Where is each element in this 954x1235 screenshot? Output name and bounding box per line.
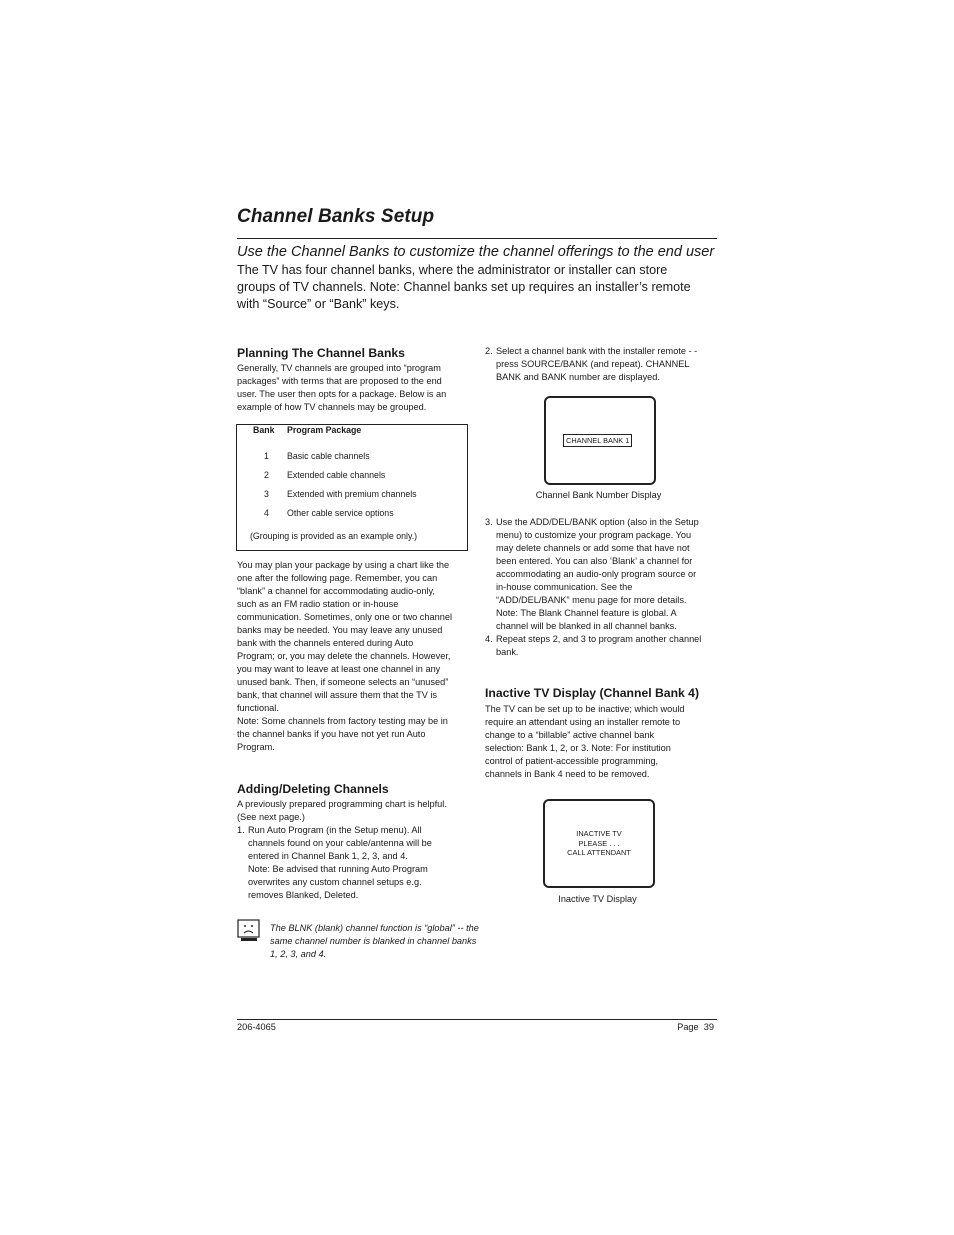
intro-text: The TV has four channel banks, where the administrator or installer can store groups of TV channels. Note: Channel banks set up requires an installer’s remote with “Source” or “Bank” keys. [237, 263, 691, 311]
title-rule [237, 238, 717, 239]
inactive-screen-text [545, 829, 653, 858]
step-number: 2. [485, 346, 493, 356]
planning-body-text: Generally, TV channels are grouped into “program packages” with terms that are proposed to the end user. The user then opts for a package. Below is an example of how TV channels may be grouped. [237, 363, 447, 412]
inactive-tv-display [543, 799, 655, 888]
table-row-bank: 1 [264, 451, 269, 461]
step-2-text: Select a channel bank with the installer remote - - press SOURCE/BANK (and repeat). CHANNEL BANK and BANK number are displayed. [496, 346, 698, 382]
list-item [485, 633, 707, 659]
table-row-package: Basic cable channels [287, 451, 370, 461]
page-number: 39 [703, 1022, 714, 1032]
channel-bank-label: CHANNEL BANK 1 [563, 434, 632, 447]
page-subtitle: Use the Channel Banks to customize the channel offerings to the end user [237, 244, 715, 260]
list-item [485, 516, 707, 633]
inactive-body [485, 703, 695, 781]
inactive-body-text: The TV can be set up to be inactive; which would require an attendant using an installer remote to change to a “billable” active channel bank selection: Bank 1, 2, or 3. Note: For institution control of patient-accessible programming, channels in Bank 4 need to be removed. [485, 704, 685, 779]
intro-paragraph [237, 262, 707, 313]
page-number-block [660, 1022, 714, 1032]
table-row-package: Other cable service options [287, 508, 394, 518]
step-number: 3. [485, 517, 493, 527]
channel-bank-display [544, 396, 656, 485]
adding-body-text: A previously prepared programming chart is helpful. (See next page.) [237, 799, 447, 822]
program-package-table [236, 424, 468, 551]
list-item [485, 345, 710, 384]
step-2 [485, 345, 710, 384]
footer-rule [237, 1019, 717, 1020]
step-number: 4. [485, 634, 493, 644]
step-number: 1. [237, 825, 245, 835]
inactive-screen-line: INACTIVE TV [576, 829, 622, 838]
step-3-text: Use the ADD/DEL/BANK option (also in the Setup menu) to customize your program package. You may delete channels or add some that have not been entered. You can also ‘Blank’ a channel for accommodating an audio-only program source or in-house communication. See the “ADD/DEL/BANK” menu page for more details. Note: The Blank Channel feature is global. A channel will be blanked in all channel banks. [496, 517, 699, 631]
table-header-bank: Bank [253, 425, 275, 435]
page-label: Page [677, 1022, 699, 1032]
adding-heading: Adding/Deleting Channels [237, 782, 389, 796]
channel-bank-caption: Channel Bank Number Display [535, 490, 662, 500]
table-row-bank: 3 [264, 489, 269, 499]
table-row-bank: 2 [264, 470, 269, 480]
list-item [237, 824, 447, 902]
table-row-package: Extended cable channels [287, 470, 386, 480]
planning-body [237, 362, 455, 414]
planning-body-2-text: You may plan your package by using a chart like the one after the following page. Remember, you can “blank” a channel for accommodating audio-only, such as an FM radio station or in-house communication. Sometimes, only one or two channel banks may be needed. You may leave any unused bank with the channels entered during Auto Program; or, you may delete the channels. However, you may want to leave at least one channel in any unused bank. Then, if someone selects an “unused” bank, that channel will assure them that the TV is functional. [237, 560, 452, 713]
adding-body [237, 798, 447, 902]
page-title: Channel Banks Setup [237, 206, 435, 227]
doc-number: 206-4065 [237, 1022, 276, 1032]
planning-heading: Planning The Channel Banks [237, 346, 405, 360]
inactive-screen-line: CALL ATTENDANT [567, 848, 631, 857]
planning-note: Note: Some channels from factory testing may be in the channel banks if you have not yet run Auto Program. [237, 716, 448, 752]
table-row-package: Extended with premium channels [287, 489, 417, 499]
table-header-package: Program Package [287, 425, 362, 435]
step-1-text: Run Auto Program (in the Setup menu). All channels found on your cable/antenna will be entered in Channel Bank 1, 2, 3, and 4. [248, 825, 432, 861]
table-note: (Grouping is provided as an example only.) [250, 531, 418, 541]
inactive-caption: Inactive TV Display [558, 894, 637, 904]
step-1-note: Note: Be advised that running Auto Program overwrites any custom channel setups e.g. removes Blanked, Deleted. [248, 864, 428, 900]
inactive-screen-line: PLEASE . . . [578, 838, 620, 848]
planning-body-2 [237, 559, 453, 754]
notice-text: The BLNK (blank) channel function is “global” -- the same channel number is blanked in channel banks 1, 2, 3, and 4. [270, 923, 479, 959]
steps-3-4 [485, 516, 707, 659]
sad-face-tv-icon [237, 919, 261, 943]
table-row-bank: 4 [264, 508, 269, 518]
step-4-text: Repeat steps 2, and 3 to program another channel bank. [496, 634, 702, 657]
inactive-heading: Inactive TV Display (Channel Bank 4) [485, 686, 700, 700]
